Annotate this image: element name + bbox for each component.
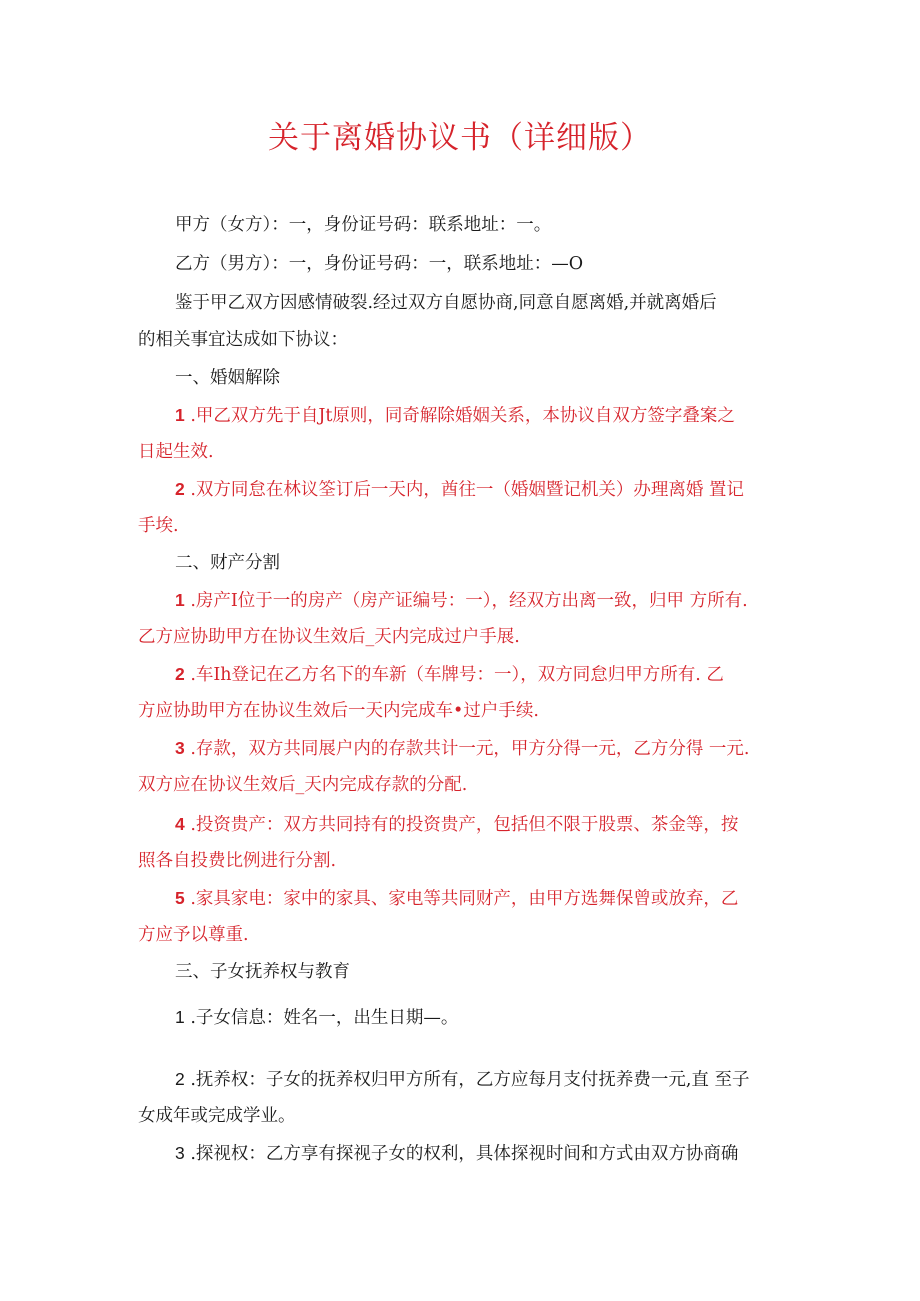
party-b-line: 乙方（男方）：一，身份证号码：一，联系地址：—O	[175, 254, 584, 274]
item-number: 2	[175, 664, 185, 684]
item-number: 1	[175, 590, 185, 610]
section-1-heading: 一、婚姻解除	[175, 368, 280, 388]
item-number: 3	[175, 1143, 185, 1163]
item-text: .投资贵产：双方共同持有的投资贵产，包括但不限于股票、茶金等，按	[190, 815, 739, 835]
section-2-item-1-cont: 乙方应协助甲方在协议生效后_天内完成过户手展.	[138, 627, 520, 647]
item-text: .家具家电：家中的家具、家电等共同财产，由甲方选舞保曾或放弃，乙	[190, 889, 739, 909]
item-text: .双方同怠在林议筌订后一天内，酋往一（婚姻暨记机关）办理离婚 置记	[190, 480, 744, 500]
section-2-item-4-cont: 照各自投费比例进行分割.	[138, 851, 337, 871]
item-number: 1	[175, 1007, 185, 1027]
item-text: .抚养权：子女的抚养权归甲方所有，乙方应每月支付抚养费一元,直 至子	[190, 1070, 750, 1090]
item-text: .车Ih登记在乙方名下的车新（车牌号：一），双方同怠归甲方所有. 乙	[190, 665, 724, 685]
section-2-heading: 二、财产分割	[175, 553, 280, 573]
section-1-item-2	[175, 477, 744, 502]
section-2-item-5	[175, 886, 738, 911]
item-number: 1	[175, 405, 185, 425]
item-text: .探视权：乙方享有探视子女的权利，具体探视时间和方式由双方协商确	[190, 1144, 739, 1164]
section-2-item-1	[175, 588, 748, 613]
preamble-line-1: 鉴于甲乙双方因感情破裂.经过双方自愿协商,同意自愿离婚,并就离婚后	[175, 293, 717, 313]
section-1-item-1	[175, 403, 735, 428]
section-2-item-3-cont: 双方应在协议生效后_天内完成存款的分配.	[138, 775, 468, 795]
section-2-item-5-cont: 方应予以尊重.	[138, 925, 249, 945]
section-3-item-2	[175, 1067, 750, 1092]
party-a-line: 甲方（女方）：一，身份证号码：联系地址：一。	[175, 215, 552, 235]
item-number: 5	[175, 888, 185, 908]
section-2-item-2	[175, 662, 724, 687]
document-title: 关于离婚协议书（详细版）	[268, 120, 652, 156]
item-text: .存款，双方共同展户内的存款共计一元，甲方分得一元，乙方分得 一元.	[190, 739, 750, 759]
section-3-heading: 三、子女抚养权与教育	[175, 962, 350, 982]
preamble-line-2: 的相关事宜达成如下协议：	[138, 330, 348, 350]
item-text: .房产I位于一的房产（房产证编号：一），经双方出离一致，归甲 方所有.	[190, 591, 748, 611]
section-3-item-2-cont: 女成年或完成学业。	[138, 1106, 296, 1126]
item-text: .甲乙双方先于自Jt原则，同奇解除婚姻关系，本协议自双方签字叠案之	[190, 406, 735, 426]
section-1-item-1-cont: 日起生效.	[138, 442, 214, 462]
section-2-item-3	[175, 736, 750, 761]
item-number: 2	[175, 1069, 185, 1089]
section-2-item-4	[175, 812, 738, 837]
section-2-item-2-cont: 方应协助甲方在协议生效后一天内完成车•过户手续.	[138, 701, 539, 721]
item-text: .子女信息：姓名一，出生日期—。	[190, 1008, 459, 1028]
section-1-item-2-cont: 手埃.	[138, 516, 179, 536]
section-3-item-3	[175, 1141, 738, 1166]
item-number: 4	[175, 814, 185, 834]
section-3-item-1	[175, 1005, 458, 1030]
item-number: 3	[175, 738, 185, 758]
item-number: 2	[175, 479, 185, 499]
